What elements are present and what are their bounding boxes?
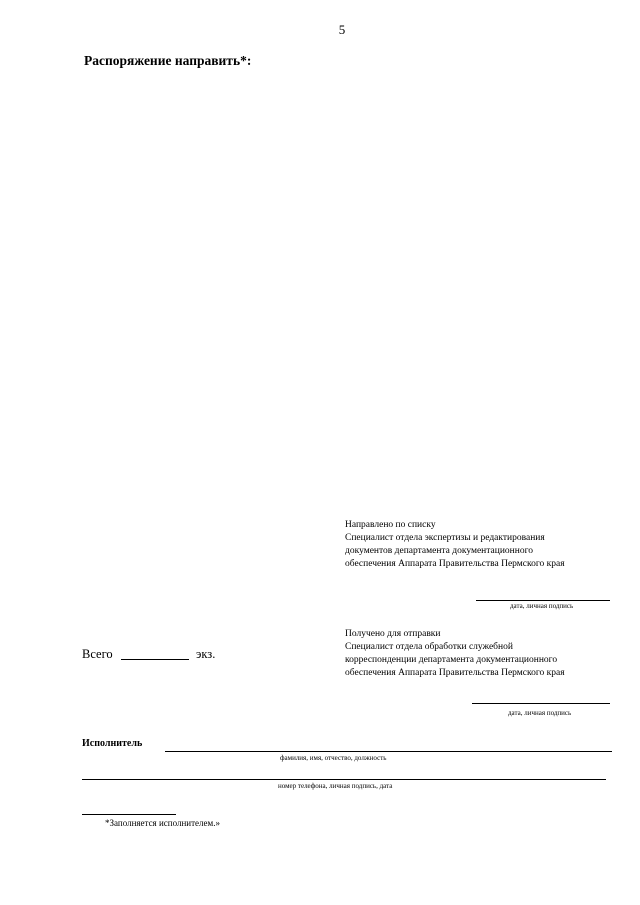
footnote-separator <box>82 814 176 815</box>
received-block <box>345 628 565 680</box>
sent-block <box>345 519 565 571</box>
received-signature-caption: дата, личная подпись <box>508 709 572 717</box>
sent-block-line: документов департамента документационного <box>345 546 534 556</box>
sent-block-line: обеспечения Аппарата Правительства Пермского края <box>345 559 565 569</box>
executor-name-line <box>165 751 612 752</box>
received-block-line: Специалист отдела обработки служебной <box>345 642 513 652</box>
total-label: Всего <box>82 647 113 661</box>
executor-contact-caption: номер телефона, личная подпись, дата <box>278 782 393 790</box>
received-signature-line <box>472 703 610 704</box>
order-heading: Распоряжение направить*: <box>84 53 252 68</box>
executor-contact-line <box>82 779 606 780</box>
total-copies-line <box>121 659 189 660</box>
executor-name-caption: фамилия, имя, отчество, должность <box>280 754 387 762</box>
received-block-line: Получено для отправки <box>345 629 441 639</box>
executor-label: Исполнитель <box>82 738 143 749</box>
page-number: 5 <box>338 22 346 37</box>
received-block-line: обеспечения Аппарата Правительства Пермского края <box>345 668 565 678</box>
received-block-line: корреспонденции департамента документационного <box>345 655 558 665</box>
footnote: *Заполняется исполнителем.» <box>105 818 220 828</box>
sent-block-line: Направлено по списку <box>345 520 436 530</box>
total-unit: экз. <box>196 647 216 661</box>
sent-signature-line <box>476 600 610 601</box>
sent-signature-caption: дата, личная подпись <box>510 602 574 610</box>
sent-block-line: Специалист отдела экспертизы и редактирования <box>345 533 545 543</box>
